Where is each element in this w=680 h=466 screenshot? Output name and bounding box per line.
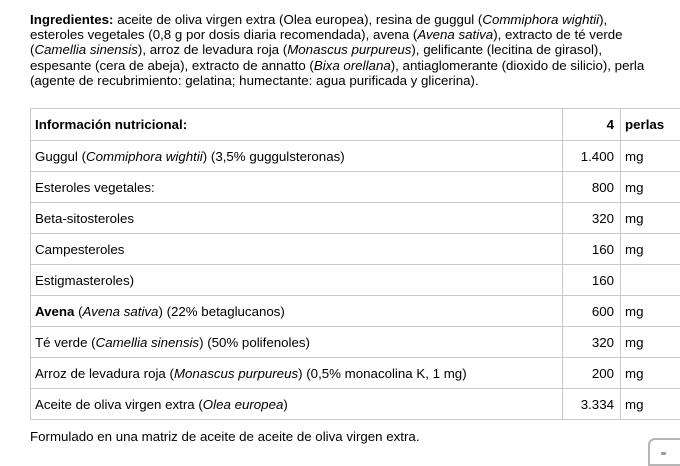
- amount-cell: 3.334: [563, 389, 621, 420]
- amount-cell: 600: [563, 296, 621, 327]
- ingredient-label-cell: Arroz de levadura roja (Monascus purpureus) (0,5% monacolina K, 1 mg): [31, 358, 563, 389]
- amount-cell: 200: [563, 358, 621, 389]
- ingredient-label-cell: Campesteroles: [31, 234, 563, 265]
- amount-cell: 160: [563, 234, 621, 265]
- ingredient-label-cell: Estigmasteroles): [31, 265, 563, 296]
- unit-cell: mg: [621, 234, 680, 265]
- amount-cell: 1.400: [563, 141, 621, 172]
- table-row: [31, 327, 680, 358]
- table-row: [31, 296, 680, 327]
- ingredient-label-cell: Avena (Avena sativa) (22% betaglucanos): [31, 296, 563, 327]
- unit-cell: [621, 265, 680, 296]
- table-header-row: [31, 109, 680, 141]
- header-unit-cell: perlas: [621, 109, 680, 141]
- amount-cell: 320: [563, 203, 621, 234]
- footer-note: Formulado en una matriz de aceite de aceite de oliva virgen extra.: [30, 429, 420, 444]
- ingredient-label-cell: Guggul (Commiphora wightii) (3,5% guggulsteronas): [31, 141, 563, 172]
- header-label-cell: Información nutricional:: [31, 109, 563, 141]
- unit-cell: mg: [621, 172, 680, 203]
- ingredient-label-cell: Esteroles vegetales:: [31, 172, 563, 203]
- unit-cell: mg: [621, 203, 680, 234]
- table-row: [31, 389, 680, 420]
- table-row: [31, 265, 680, 296]
- unit-cell: mg: [621, 389, 680, 420]
- nutrition-table-body: [31, 141, 680, 420]
- table-row: [31, 141, 680, 172]
- unit-cell: mg: [621, 358, 680, 389]
- unit-cell: mg: [621, 141, 680, 172]
- header-amount-cell: 4: [563, 109, 621, 141]
- unit-cell: mg: [621, 327, 680, 358]
- ingredients-paragraph: Ingredientes: aceite de oliva virgen extra (Olea europea), resina de guggul (Commiphora wightii), esteroles vegetales (0,8 g por dosis diaria recomendada), avena (Avena sativa), extracto de té verde (Camellia sinensis), arroz de levadura roja (Monascus purpureus), gelificante (lecitina de girasol), espesante (cera de abeja), extracto de annatto (Bixa orellana), antiaglomerante (dioxido de silicio), perla (agente de recubrimiento: gelatina; humectante: agua purificada y glicerina).: [30, 12, 663, 88]
- amount-cell: 800: [563, 172, 621, 203]
- floating-widget-corner[interactable]: [648, 438, 680, 466]
- ingredient-label-cell: Té verde (Camellia sinensis) (50% polifenoles): [31, 327, 563, 358]
- amount-cell: 320: [563, 327, 621, 358]
- unit-cell: mg: [621, 296, 680, 327]
- table-row: [31, 203, 680, 234]
- table-row: [31, 358, 680, 389]
- ingredient-label-cell: Aceite de oliva virgen extra (Olea europea): [31, 389, 563, 420]
- table-row: [31, 172, 680, 203]
- nutrition-table: [30, 108, 680, 420]
- table-row: [31, 234, 680, 265]
- amount-cell: 160: [563, 265, 621, 296]
- ingredient-label-cell: Beta-sitosteroles: [31, 203, 563, 234]
